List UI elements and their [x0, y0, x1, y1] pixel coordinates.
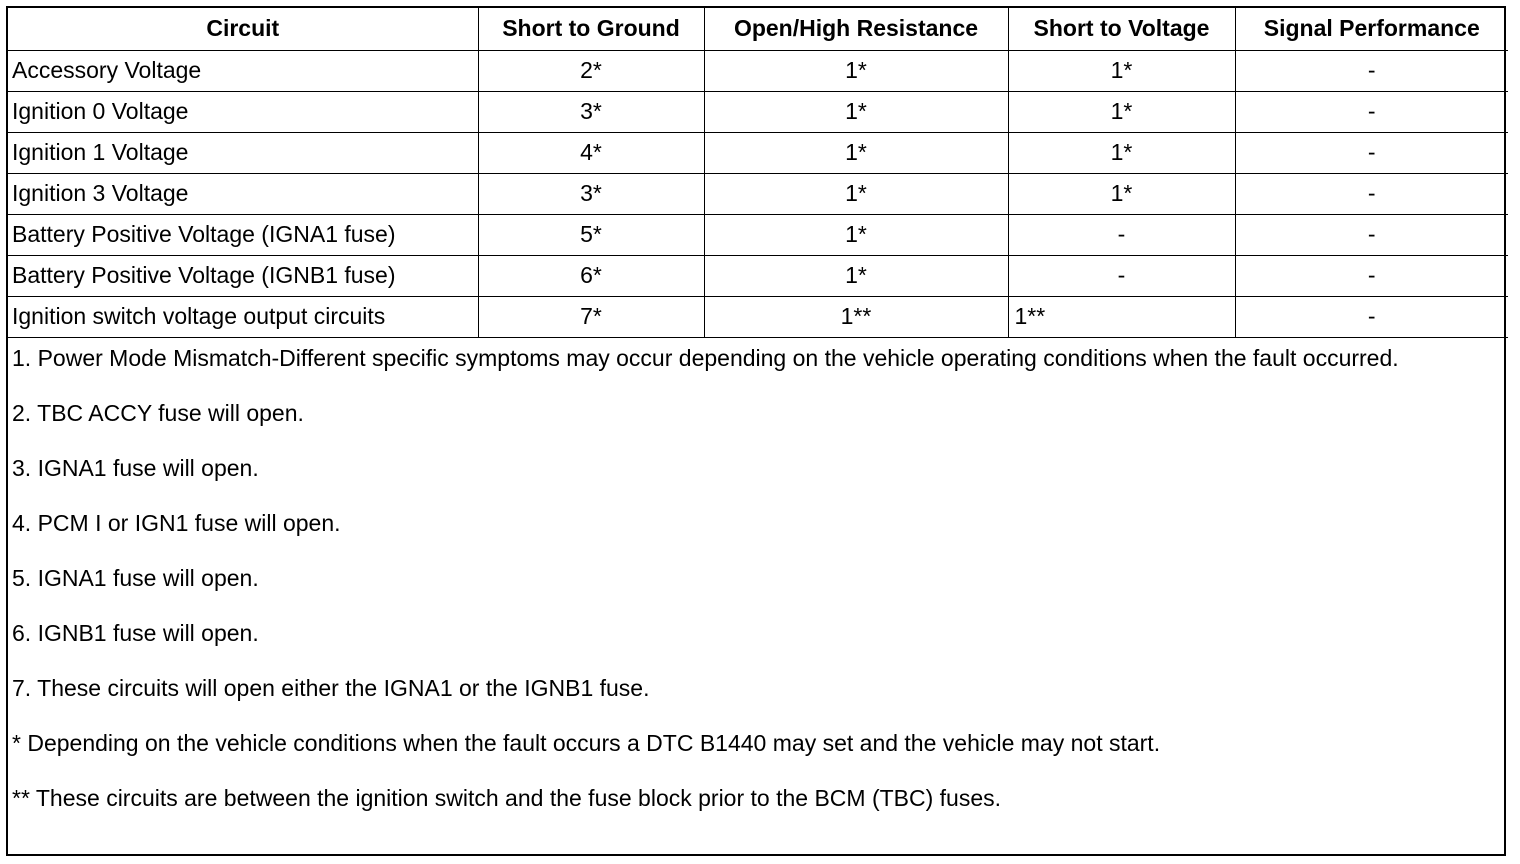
footnote-asterisk: * Depending on the vehicle conditions when the fault occurs a DTC B1440 may set and the vehicle may not start.	[12, 729, 1161, 756]
header-circuit: Circuit	[8, 8, 478, 50]
cell-short-to-voltage: -	[1008, 255, 1235, 296]
header-short-to-ground: Short to Ground	[478, 8, 704, 50]
cell-signal-performance: -	[1235, 91, 1508, 132]
cell-circuit: Ignition switch voltage output circuits	[8, 296, 478, 337]
footnote-4: 4. PCM I or IGN1 fuse will open.	[12, 509, 341, 536]
cell-short-to-voltage: 1*	[1008, 173, 1235, 214]
footnote-7: 7. These circuits will open either the IGNA1 or the IGNB1 fuse.	[12, 674, 650, 701]
cell-short-to-ground: 2*	[478, 50, 704, 91]
cell-circuit: Ignition 0 Voltage	[8, 91, 478, 132]
cell-short-to-ground: 6*	[478, 255, 704, 296]
cell-open-high-resistance: 1*	[704, 132, 1008, 173]
cell-circuit: Ignition 1 Voltage	[8, 132, 478, 173]
cell-signal-performance: -	[1235, 214, 1508, 255]
table-header-row	[8, 8, 1508, 50]
cell-open-high-resistance: 1**	[704, 296, 1008, 337]
table-row	[8, 214, 1508, 255]
footnote-3: 3. IGNA1 fuse will open.	[12, 454, 259, 481]
cell-circuit: Ignition 3 Voltage	[8, 173, 478, 214]
header-signal-performance: Signal Performance	[1235, 8, 1508, 50]
table-row	[8, 296, 1508, 337]
cell-circuit: Accessory Voltage	[8, 50, 478, 91]
cell-short-to-voltage: 1*	[1008, 50, 1235, 91]
footnote-6: 6. IGNB1 fuse will open.	[12, 619, 259, 646]
document-frame	[6, 6, 1506, 856]
cell-short-to-ground: 3*	[478, 173, 704, 214]
table-row	[8, 255, 1508, 296]
cell-signal-performance: -	[1235, 173, 1508, 214]
cell-short-to-ground: 7*	[478, 296, 704, 337]
cell-open-high-resistance: 1*	[704, 173, 1008, 214]
cell-circuit: Battery Positive Voltage (IGNB1 fuse)	[8, 255, 478, 296]
cell-short-to-ground: 3*	[478, 91, 704, 132]
cell-open-high-resistance: 1*	[704, 214, 1008, 255]
header-short-to-voltage: Short to Voltage	[1008, 8, 1235, 50]
cell-signal-performance: -	[1235, 255, 1508, 296]
header-open-high-resistance: Open/High Resistance	[704, 8, 1008, 50]
circuit-fault-table	[8, 8, 1508, 338]
cell-short-to-ground: 4*	[478, 132, 704, 173]
footnote-2: 2. TBC ACCY fuse will open.	[12, 399, 304, 426]
cell-open-high-resistance: 1*	[704, 50, 1008, 91]
cell-short-to-voltage: 1*	[1008, 132, 1235, 173]
cell-signal-performance: -	[1235, 296, 1508, 337]
footnotes	[8, 338, 1504, 813]
footnote-5: 5. IGNA1 fuse will open.	[12, 564, 259, 591]
cell-short-to-voltage: -	[1008, 214, 1235, 255]
cell-open-high-resistance: 1*	[704, 91, 1008, 132]
table-row	[8, 91, 1508, 132]
footnote-double-asterisk: ** These circuits are between the ignition switch and the fuse block prior to the BCM (TBC) fuses.	[12, 784, 1002, 811]
table-row	[8, 50, 1508, 91]
table-row	[8, 132, 1508, 173]
table-row	[8, 173, 1508, 214]
cell-signal-performance: -	[1235, 132, 1508, 173]
cell-open-high-resistance: 1*	[704, 255, 1008, 296]
cell-short-to-voltage: 1**	[1008, 296, 1235, 337]
footnote-1: 1. Power Mode Mismatch-Different specific symptoms may occur depending on the vehicle operating conditions when the fault occurred.	[12, 344, 1399, 371]
cell-circuit: Battery Positive Voltage (IGNA1 fuse)	[8, 214, 478, 255]
cell-short-to-ground: 5*	[478, 214, 704, 255]
cell-short-to-voltage: 1*	[1008, 91, 1235, 132]
cell-signal-performance: -	[1235, 50, 1508, 91]
